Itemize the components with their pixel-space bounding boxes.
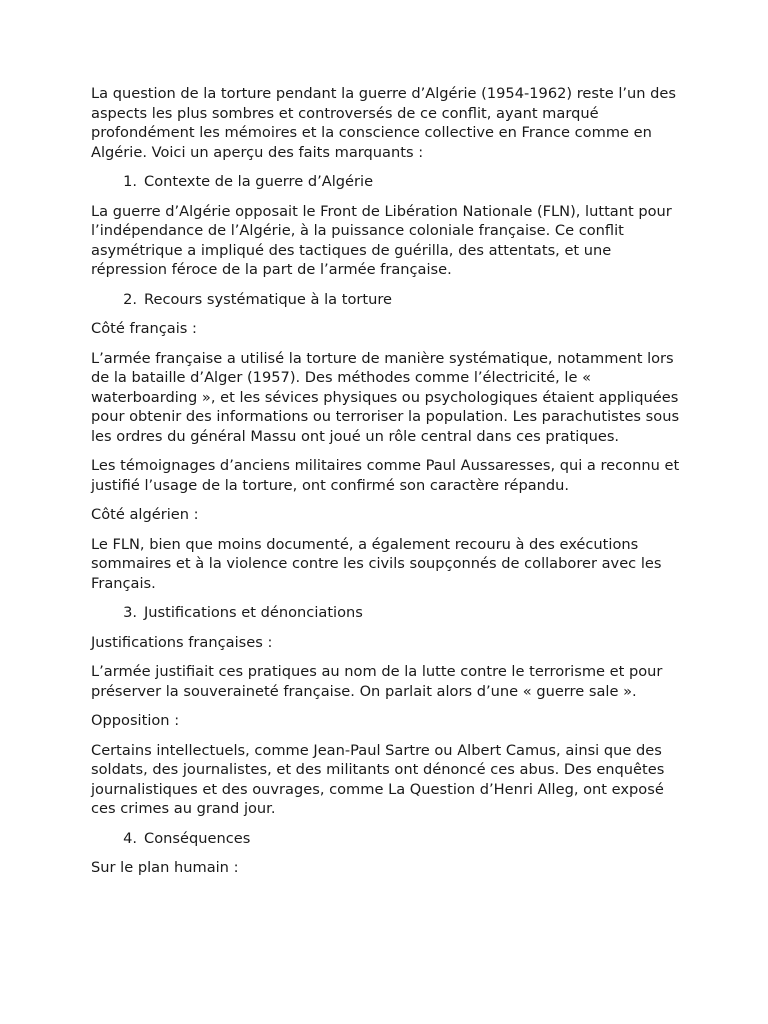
- subheading-paragraph: Sur le plan humain :: [91, 859, 239, 876]
- section-number: 4.: [123, 829, 137, 847]
- paragraph: Les témoignages d’anciens militaires comme Paul Aussaresses, qui a reconnu et justifié l’usage de la torture, ont confirmé son caractère répandu.: [91, 457, 680, 494]
- section-number: 1.: [123, 173, 137, 190]
- section-title: Justifications et dénonciations: [144, 604, 363, 621]
- paragraph: Certains intellectuels, comme Jean-Paul Sartre ou Albert Camus, ainsi que des soldats, des journalistes, et des militants ont dénoncé ces abus. Des enquêtes journalistiques et des ouvrages, comme La Question d’Henri Alleg, ont exposé ces crimes au grand jour.: [91, 741, 665, 817]
- subheading-paragraph: Côté algérien :: [91, 506, 199, 523]
- paragraph: L’armée française a utilisé la torture de manière systématique, notamment lors de la bataille d’Alger (1957). Des méthodes comme l’électricité, le « waterboarding », et les sévices physiques ou psychologiques étaient appliquées pour obtenir des informations ou terroriser la population. Les parachutistes sous les ordres du général Massu ont joué un rôle central dans ces pratiques.: [91, 349, 680, 445]
- section-title: Recours systématique à la torture: [144, 290, 393, 308]
- section-heading: [91, 603, 681, 623]
- paragraph: Le FLN, bien que moins documenté, a également recouru à des exécutions sommaires et à la violence contre les civils soupçonnés de collaborer avec les Français.: [91, 535, 662, 592]
- section-number: 2.: [123, 290, 137, 308]
- section-number: 3.: [123, 604, 137, 621]
- document-page: [91, 84, 681, 888]
- subheading-paragraph: Justifications françaises :: [91, 633, 273, 651]
- section-title: Conséquences: [144, 829, 251, 847]
- paragraph: La guerre d’Algérie opposait le Front de Libération Nationale (FLN), luttant pour l’indépendance de l’Algérie, à la puissance coloniale française. Ce conflit asymétrique a impliqué des tactiques de guérilla, des attentats, et une répression féroce de la part de l’armée française.: [91, 202, 672, 278]
- subheading-paragraph: Côté français :: [91, 320, 197, 337]
- section-heading: [91, 172, 681, 192]
- section-heading-list: [91, 172, 681, 192]
- section-heading-list: [91, 290, 681, 310]
- section-heading: [91, 290, 681, 310]
- intro-paragraph: La question de la torture pendant la guerre d’Algérie (1954-1962) reste l’un des aspects les plus sombres et controversés de ce conflit, ayant marqué profondément les mémoires et la conscience collective en France comme en Algérie. Voici un aperçu des faits marquants :: [91, 85, 677, 161]
- section-heading-list: [91, 829, 681, 849]
- paragraph: L’armée justifiait ces pratiques au nom de la lutte contre le terrorisme et pour préserver la souveraineté française. On parlait alors d’une « guerre sale ».: [91, 663, 663, 700]
- section-title: Contexte de la guerre d’Algérie: [144, 173, 374, 190]
- subheading-paragraph: Opposition :: [91, 712, 180, 729]
- section-heading: [91, 829, 681, 849]
- section-heading-list: [91, 603, 681, 623]
